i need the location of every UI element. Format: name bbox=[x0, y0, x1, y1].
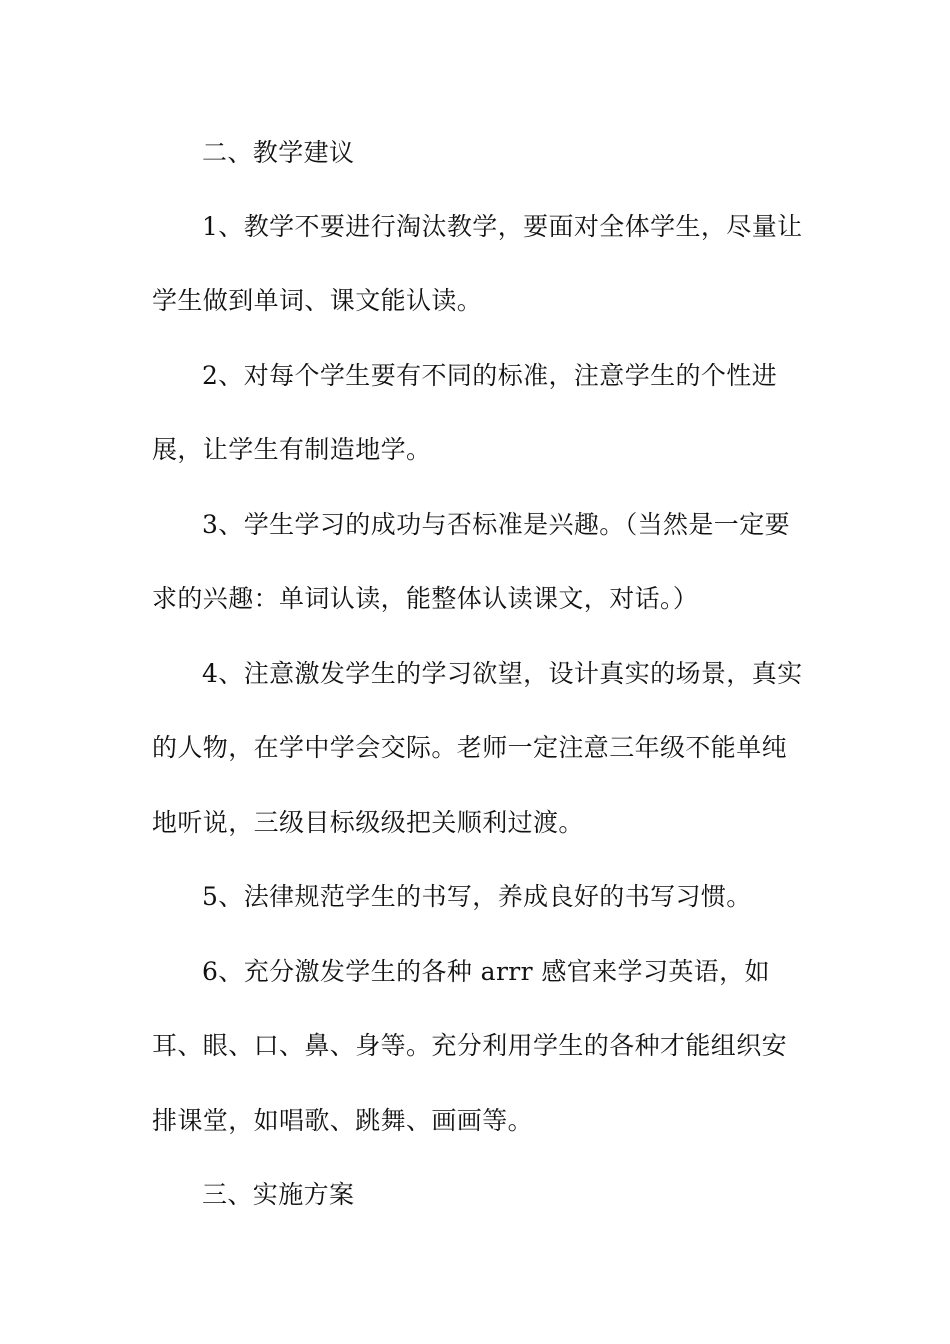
paragraph-line: 1、教学不要进行淘汰教学，要面对全体学生，尽量让 bbox=[202, 212, 803, 241]
paragraph-line: 学生做到单词、课文能认读。 bbox=[152, 286, 483, 315]
section-heading-teaching-suggestions: 二、教学建议 bbox=[202, 138, 355, 167]
paragraph-line: 展，让学生有制造地学。 bbox=[152, 435, 432, 464]
section-heading-implementation-plan: 三、实施方案 bbox=[202, 1180, 355, 1209]
paragraph-line: 的人物，在学中学会交际。老师一定注意三年级不能单纯 bbox=[152, 733, 788, 762]
paragraph-line: 求的兴趣：单词认读，能整体认读课文，对话。） bbox=[152, 584, 699, 613]
paragraph-line: 地听说，三级目标级级把关顺利过渡。 bbox=[152, 808, 584, 837]
paragraph-line: 2、对每个学生要有不同的标准，注意学生的个性进 bbox=[202, 361, 778, 390]
paragraph-line: 排课堂，如唱歌、跳舞、画画等。 bbox=[152, 1106, 534, 1135]
paragraph-line: 耳、眼、口、鼻、身等。充分利用学生的各种才能组织安 bbox=[152, 1031, 788, 1060]
paragraph-line: 6、充分激发学生的各种 arrr 感官来学习英语，如 bbox=[202, 957, 770, 986]
paragraph-line: 3、学生学习的成功与否标准是兴趣。（当然是一定要 bbox=[202, 510, 791, 539]
paragraph-line: 4、注意激发学生的学习欲望，设计真实的场景，真实 bbox=[202, 659, 803, 688]
paragraph-line: 5、法律规范学生的书写，养成良好的书写习惯。 bbox=[202, 882, 752, 911]
